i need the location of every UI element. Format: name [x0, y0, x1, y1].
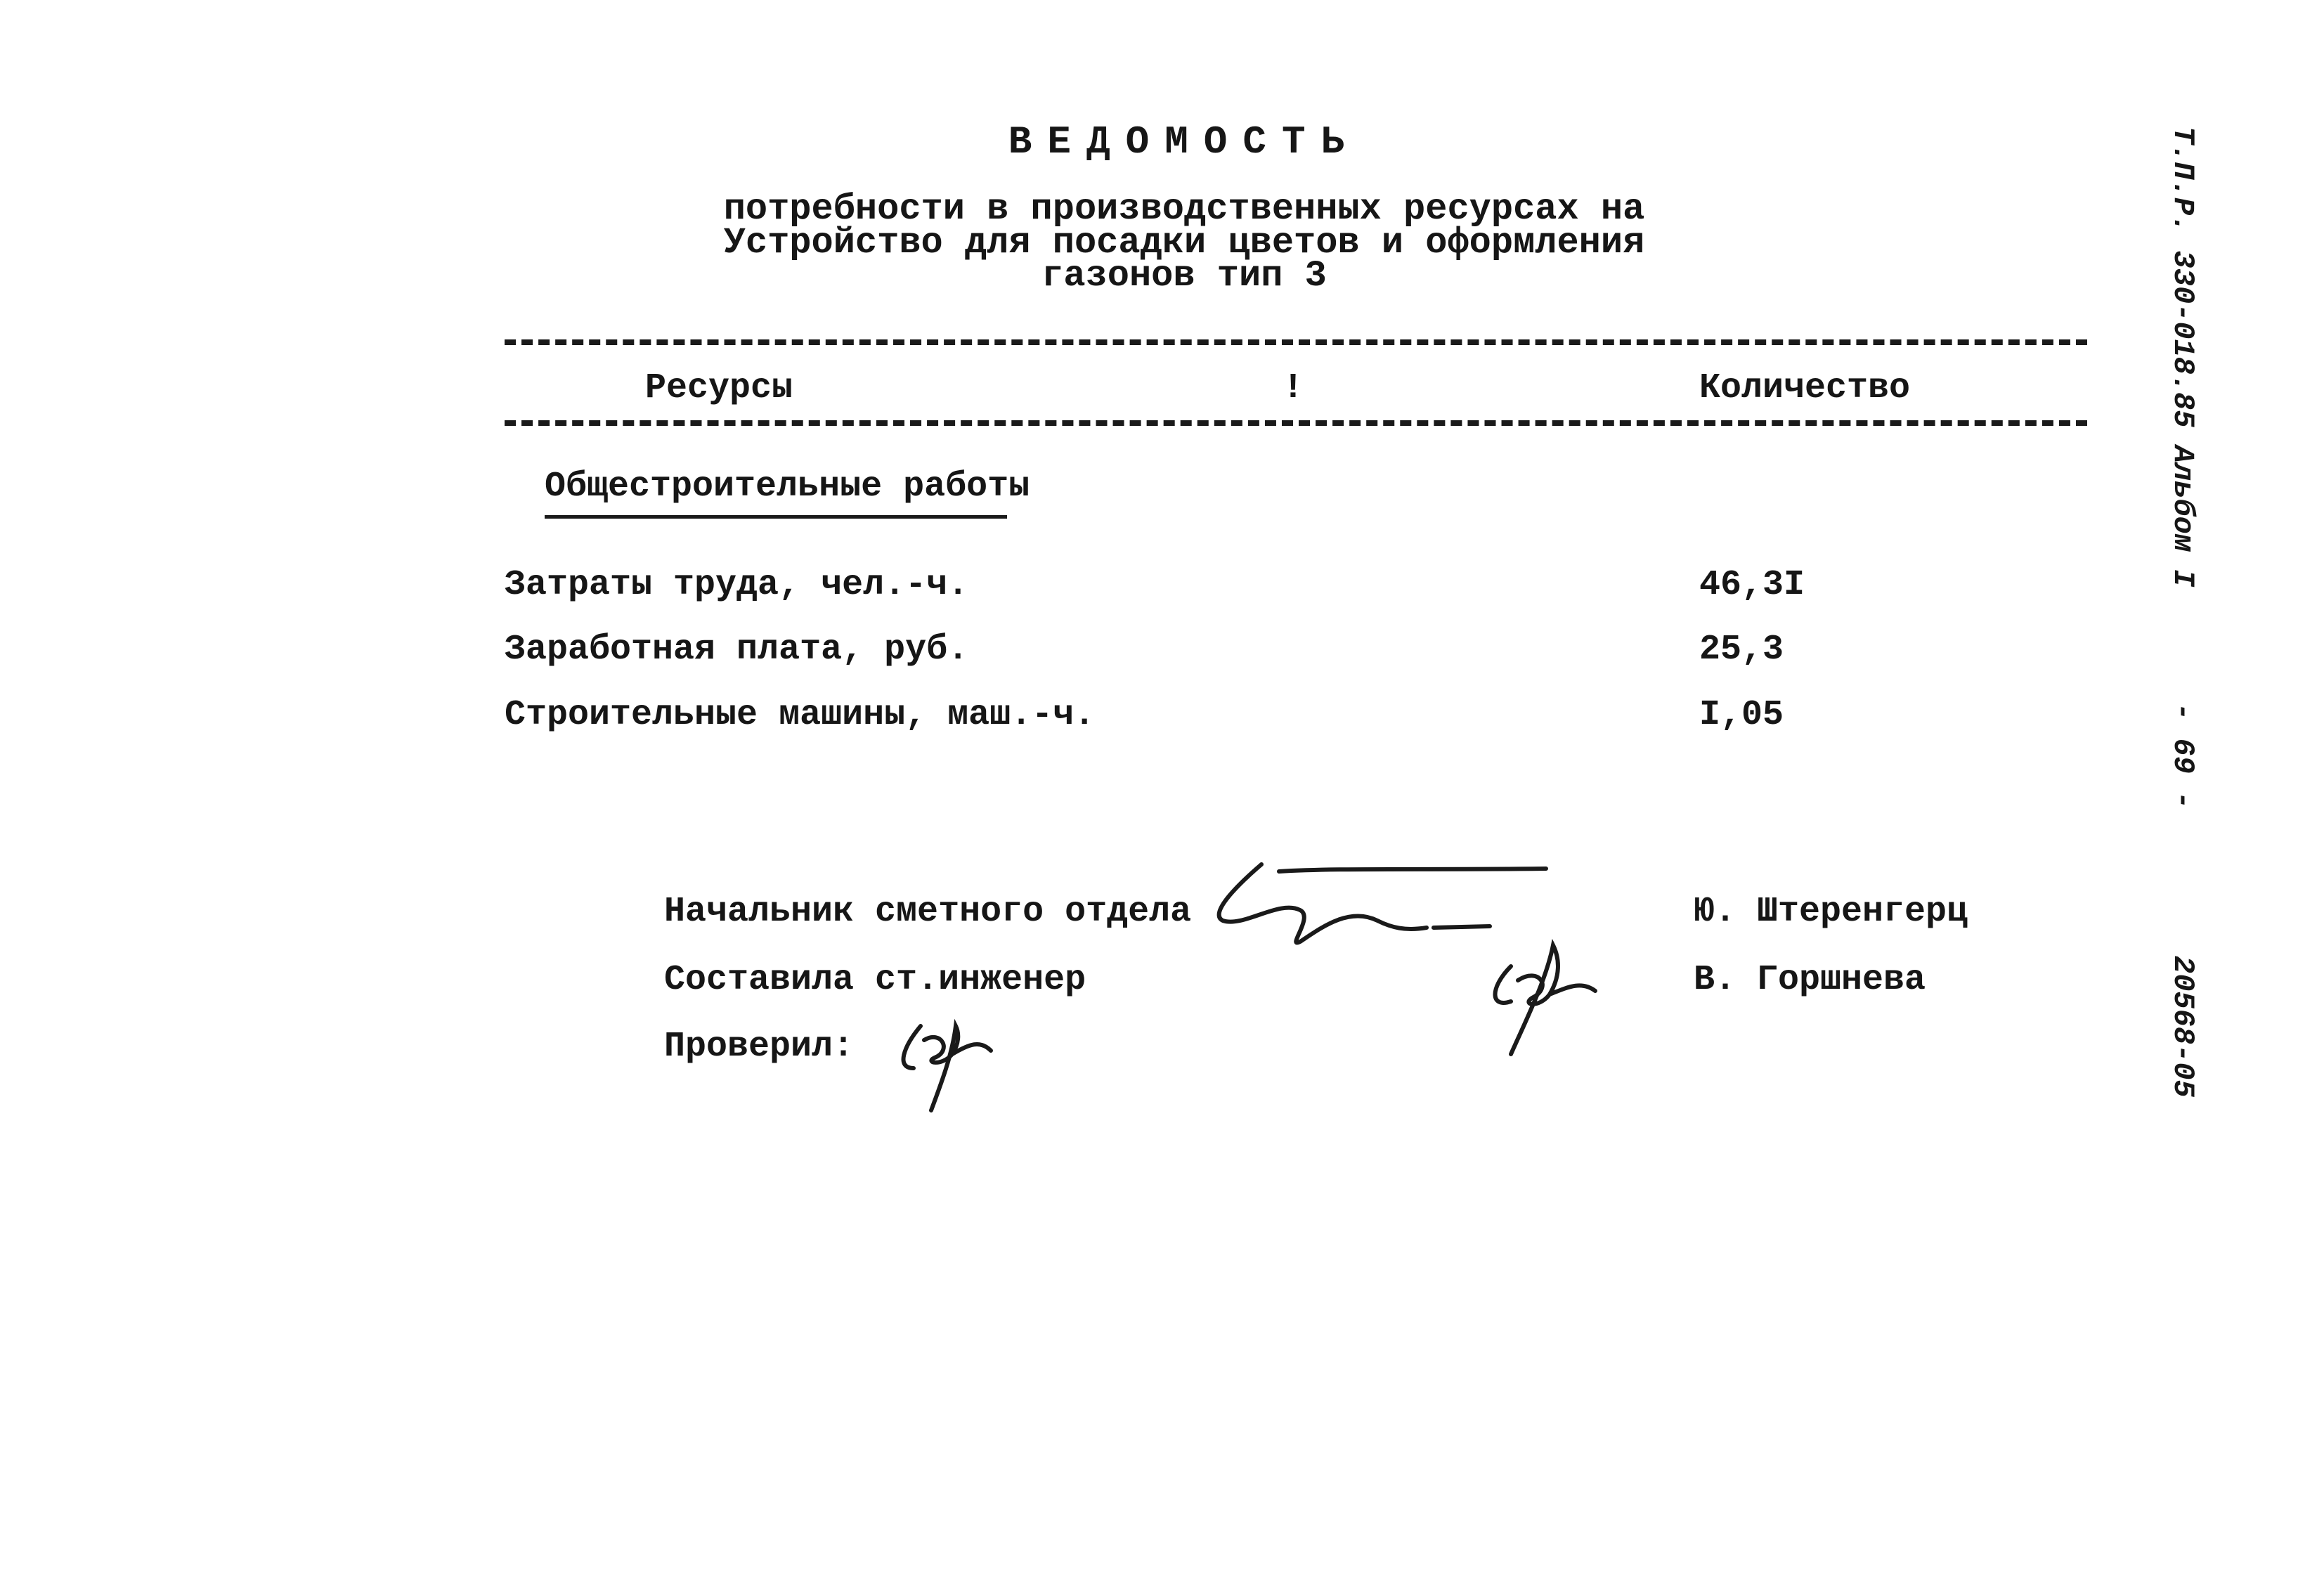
signature-name: Ю. Штеренгерц	[1694, 892, 1968, 932]
row-name: Строительные машины, маш.-ч.	[505, 695, 1096, 735]
column-header-resources: Ресурсы	[645, 368, 793, 408]
column-header-quantity: Количество	[1699, 368, 1911, 408]
table-header-rule	[505, 420, 2087, 426]
signature-role: Проверил:	[664, 1027, 855, 1067]
column-separator: !	[1283, 368, 1304, 408]
row-value: I,05	[1699, 695, 1784, 735]
row-name: Затраты труда, чел.-ч.	[505, 565, 969, 605]
signature-role: Начальник сметного отдела	[664, 892, 1192, 932]
margin-page-number: - 69 -	[2166, 703, 2200, 810]
handwritten-signature-checker	[892, 1012, 1019, 1117]
handwritten-signature-engineer	[1483, 938, 1630, 1065]
subtitle-line-3: газонов тип 3	[1041, 255, 1327, 297]
section-title: Общестроительные работы	[545, 467, 1030, 507]
signature-role: Составила ст.инженер	[664, 960, 1086, 1000]
subtitle-line-1: потребности в производственных ресурсах на	[723, 188, 1645, 230]
row-value: 46,3I	[1699, 565, 1805, 605]
margin-document-code: 20568-05	[2166, 956, 2200, 1098]
section-title-underline	[545, 515, 1007, 519]
subtitle-line-2: Устройство для посадки цветов и оформления	[723, 222, 1645, 264]
document-title: ВЕДОМОСТЬ	[1008, 119, 1361, 164]
margin-album-note: Т.П.Р. 330-018.85 Альбом I	[2166, 126, 2200, 588]
signature-name: В. Горшнева	[1694, 960, 1926, 1000]
row-value: 25,3	[1699, 630, 1784, 670]
table-top-rule	[505, 339, 2087, 345]
row-name: Заработная плата, руб.	[505, 630, 969, 670]
